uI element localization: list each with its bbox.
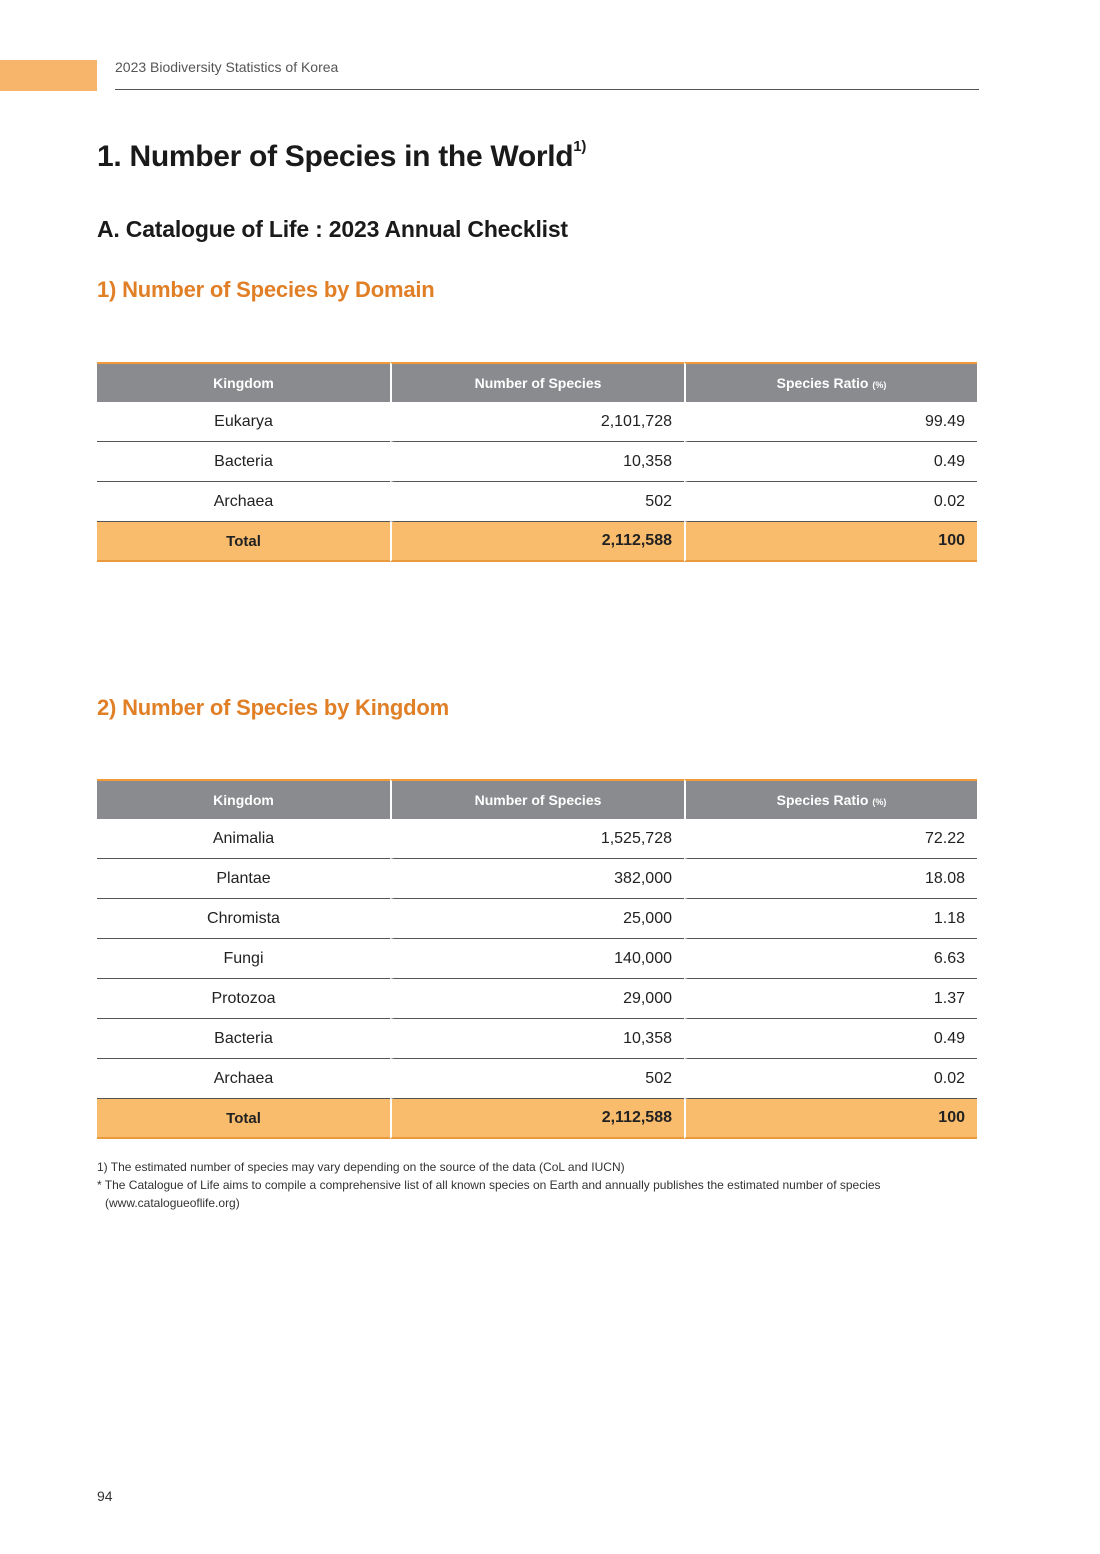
page-title-text: 1. Number of Species in the World [97,140,574,173]
footnotes [97,1158,977,1212]
cell-species-ratio: 0.49 [684,1019,977,1059]
cell-kingdom: Animalia [97,819,390,859]
column-header-ratio-unit: (%) [872,380,887,390]
column-header-ratio-label: Species Ratio [776,792,869,808]
header-divider [115,89,979,90]
table-row [97,442,977,482]
column-header-ratio-unit: (%) [872,797,887,807]
column-header-number: Number of Species [390,779,684,819]
kingdom-table-title: 2) Number of Species by Kingdom [97,695,449,720]
cell-kingdom: Archaea [97,1059,390,1099]
cell-species-count: 382,000 [390,859,684,899]
column-header-number: Number of Species [390,362,684,402]
table-row [97,402,977,442]
table-row [97,939,977,979]
cell-species-count: 10,358 [390,1019,684,1059]
cell-total-label: Total [97,522,390,562]
cell-species-ratio: 1.18 [684,899,977,939]
table-row [97,819,977,859]
cell-total-label: Total [97,1099,390,1139]
cell-species-count: 1,525,728 [390,819,684,859]
cell-total-ratio: 100 [684,522,977,562]
footnote-2: * The Catalogue of Life aims to compile a comprehensive list of all known species on Earth and annually publishes the estimated number of species [97,1178,881,1192]
header-accent-tab [0,60,97,91]
table-header-row [97,779,977,819]
table-row [97,1019,977,1059]
footnote-2-url: (www.catalogueoflife.org) [105,1196,240,1210]
cell-species-ratio: 18.08 [684,859,977,899]
cell-kingdom: Bacteria [97,442,390,482]
cell-kingdom: Archaea [97,482,390,522]
column-header-kingdom: Kingdom [97,779,390,819]
cell-kingdom: Plantae [97,859,390,899]
cell-species-count: 10,358 [390,442,684,482]
kingdom-table [97,779,977,1139]
table-total-row [97,522,977,562]
table-total-row [97,1099,977,1139]
cell-species-ratio: 0.49 [684,442,977,482]
cell-species-ratio: 72.22 [684,819,977,859]
column-header-ratio [684,779,977,819]
cell-species-ratio: 99.49 [684,402,977,442]
cell-kingdom: Bacteria [97,1019,390,1059]
cell-species-count: 140,000 [390,939,684,979]
footnote-1: 1) The estimated number of species may vary depending on the source of the data (CoL and IUCN) [97,1160,625,1174]
cell-species-ratio: 1.37 [684,979,977,1019]
table-row [97,859,977,899]
table-row [97,1059,977,1099]
cell-kingdom: Eukarya [97,402,390,442]
cell-total-ratio: 100 [684,1099,977,1139]
column-header-ratio [684,362,977,402]
page-title-footnote-mark: 1) [573,138,587,155]
cell-total-count: 2,112,588 [390,1099,684,1139]
cell-species-count: 2,101,728 [390,402,684,442]
column-header-kingdom: Kingdom [97,362,390,402]
cell-kingdom: Fungi [97,939,390,979]
page-title [97,140,586,174]
domain-table-title: 1) Number of Species by Domain [97,277,435,302]
cell-total-count: 2,112,588 [390,522,684,562]
table-row [97,482,977,522]
cell-species-count: 502 [390,482,684,522]
cell-species-count: 502 [390,1059,684,1099]
page-number: 94 [97,1488,113,1504]
section-subtitle: A. Catalogue of Life : 2023 Annual Checklist [97,216,568,242]
table-row [97,899,977,939]
table-header-row [97,362,977,402]
domain-table [97,362,977,562]
cell-species-ratio: 0.02 [684,1059,977,1099]
cell-kingdom: Chromista [97,899,390,939]
cell-species-count: 29,000 [390,979,684,1019]
cell-species-ratio: 0.02 [684,482,977,522]
column-header-ratio-label: Species Ratio [776,375,869,391]
cell-kingdom: Protozoa [97,979,390,1019]
table-row [97,979,977,1019]
running-header: 2023 Biodiversity Statistics of Korea [115,59,339,75]
cell-species-ratio: 6.63 [684,939,977,979]
cell-species-count: 25,000 [390,899,684,939]
